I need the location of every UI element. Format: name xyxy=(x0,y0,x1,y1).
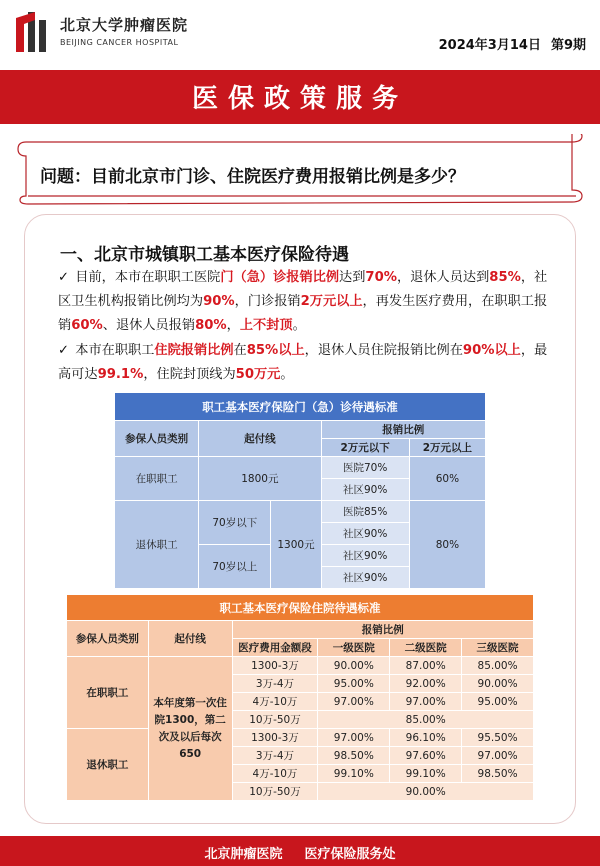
hospital-logo-icon xyxy=(14,8,54,56)
hospital-name-cn: 北京大学肿瘤医院 xyxy=(60,16,189,34)
hospital-name-en: BEIJING CANCER HOSPITAL xyxy=(60,38,179,47)
header-amount-range: 医疗费用金额段 xyxy=(232,639,318,657)
header-ratio: 报销比例 xyxy=(321,421,485,439)
question-text: 问题：目前北京市门诊、住院医疗费用报销比例是多少？ xyxy=(40,167,465,187)
title-banner xyxy=(0,70,600,124)
banner-title: 医保政策服务 xyxy=(191,84,408,114)
table-row: 70岁以上 社区90% xyxy=(115,545,486,567)
header-category: 参保人员类别 xyxy=(115,421,199,457)
outpatient-standard-table xyxy=(114,392,486,589)
table-row: 退休职工 70岁以下 1300元 医院85% 80% xyxy=(115,501,486,523)
issue-info xyxy=(439,34,586,53)
table-row: 社区90% xyxy=(115,523,486,545)
table-row: 社区90% xyxy=(115,479,486,501)
footer-dept: 医疗保险服务处 xyxy=(304,847,396,862)
table-row: 4万-10万 99.10% 99.10% 98.50% xyxy=(67,765,534,783)
header-level1: 一级医院 xyxy=(318,639,390,657)
table-row: 4万-10万 97.00% 97.00% 95.00% xyxy=(67,693,534,711)
check-icon: ✓ xyxy=(58,270,70,285)
header-level2: 二级医院 xyxy=(390,639,462,657)
table-title: 职工基本医疗保险住院待遇标准 xyxy=(67,595,534,621)
table-row: 在职职工 本年度第一次住院1300，第二次及以后每次650 1300-3万 90.00% 87.00% 85.00% xyxy=(67,657,534,675)
check-icon: ✓ xyxy=(58,343,70,358)
page-footer xyxy=(0,836,600,866)
table-row: 3万-4万 98.50% 97.60% 97.00% xyxy=(67,747,534,765)
table-row: 在职职工 1800元 医院70% 60% xyxy=(115,457,486,479)
table-row: 10万-50万 85.00% xyxy=(67,711,534,729)
header-below-20k: 2万元以下 xyxy=(321,439,409,457)
header-level3: 三级医院 xyxy=(462,639,534,657)
issue-number: 第9期 xyxy=(550,38,586,53)
issue-date: 2024年3月14日 xyxy=(438,38,541,53)
table-row: 3万-4万 95.00% 92.00% 90.00% xyxy=(67,675,534,693)
table-row: 10万-50万 90.00% xyxy=(67,783,534,801)
footer-text xyxy=(0,843,600,862)
table-title: 职工基本医疗保险门（急）诊待遇标准 xyxy=(115,393,486,421)
outpatient-paragraph: ✓ 目前，本市在职职工医院门（急）诊报销比例达到70%，退休人员达到85%，社区卫生机构报销比例均为90%，门诊报销2万元以上，再发生医疗费用，在职职工报销60%、退休人员报销80%，上不封顶。 xyxy=(58,270,548,333)
footer-org: 北京肿瘤医院 xyxy=(204,847,283,862)
header-deductible: 起付线 xyxy=(148,621,232,657)
page-header xyxy=(0,0,600,68)
header-above-20k: 2万元以上 xyxy=(409,439,485,457)
header-category: 参保人员类别 xyxy=(67,621,149,657)
header-ratio: 报销比例 xyxy=(232,621,533,639)
inpatient-paragraph: ✓ 本市在职职工住院报销比例在85%以上，退休人员住院报销比例在90%以上，最高可达99.1%，住院封顶线为50万元。 xyxy=(58,343,548,382)
header-deductible: 起付线 xyxy=(199,421,321,457)
table-row: 社区90% xyxy=(115,567,486,589)
section-title: 一、北京市城镇职工基本医疗保险待遇 xyxy=(60,245,349,265)
inpatient-standard-table xyxy=(66,594,534,801)
table-row: 退休职工 1300-3万 97.00% 96.10% 95.50% xyxy=(67,729,534,747)
